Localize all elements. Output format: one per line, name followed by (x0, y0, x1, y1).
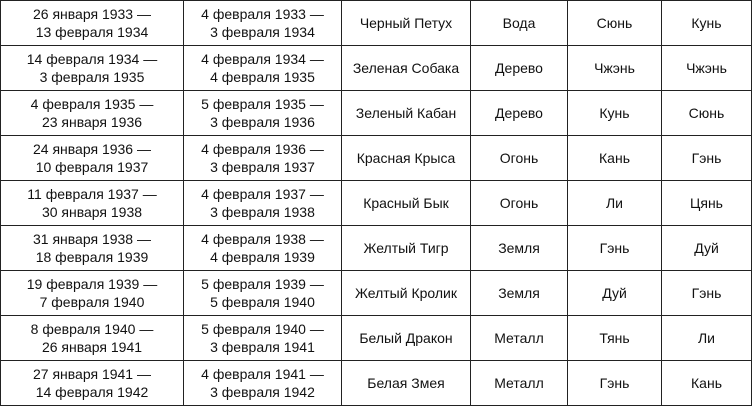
trigram-cell-2: Кань (662, 361, 752, 406)
solar-period-start: 4 февраля 1934 — (201, 51, 324, 67)
trigram-cell-2: Кунь (662, 1, 752, 46)
lunar-period-end: 14 февраля 1942 (35, 384, 149, 400)
element-cell: Земля (471, 226, 568, 271)
lunar-period-start: 11 февраля 1937 — (27, 186, 157, 202)
lunar-period-start: 24 января 1936 — (33, 141, 151, 157)
animal-cell: Черный Петух (342, 1, 471, 46)
lunar-period-start: 4 февраля 1935 — (30, 96, 154, 112)
solar-period-end: 3 февраля 1942 (210, 384, 315, 400)
solar-period-cell (184, 46, 342, 91)
solar-period-end: 3 февраля 1934 (210, 24, 315, 40)
lunar-period-cell (1, 316, 184, 361)
trigram-cell-2: Цянь (662, 181, 752, 226)
table-row (1, 361, 752, 406)
lunar-period-cell (1, 181, 184, 226)
animal-cell: Зеленый Кабан (342, 91, 471, 136)
animal-cell: Зеленая Собака (342, 46, 471, 91)
solar-period-end: 4 февраля 1939 (210, 249, 315, 265)
solar-period-cell (184, 181, 342, 226)
solar-period-start: 5 февраля 1935 — (201, 96, 324, 112)
solar-period-end: 5 февраля 1940 (210, 294, 315, 310)
lunar-period-start: 26 января 1933 — (33, 6, 151, 22)
solar-period-start: 4 февраля 1933 — (201, 6, 324, 22)
lunar-period-cell (1, 271, 184, 316)
solar-period-start: 4 февраля 1937 — (201, 186, 324, 202)
lunar-period-cell (1, 361, 184, 406)
trigram-cell-2: Чжэнь (662, 46, 752, 91)
table-row (1, 181, 752, 226)
trigram-cell-1: Гэнь (568, 361, 662, 406)
lunar-period-end: 10 февраля 1937 (35, 159, 149, 175)
trigram-cell-2: Дуй (662, 226, 752, 271)
trigram-cell-1: Тянь (568, 316, 662, 361)
solar-period-start: 4 февраля 1938 — (201, 231, 324, 247)
lunar-period-cell (1, 46, 184, 91)
solar-period-end: 3 февраля 1936 (210, 114, 315, 130)
table-row (1, 46, 752, 91)
lunar-period-start: 19 февраля 1939 — (26, 276, 158, 292)
lunar-period-end: 18 февраля 1939 (35, 249, 149, 265)
trigram-cell-1: Кань (568, 136, 662, 181)
lunar-period-start: 8 февраля 1940 — (30, 321, 154, 337)
solar-period-start: 5 февраля 1939 — (201, 276, 324, 292)
animal-cell: Красный Бык (342, 181, 471, 226)
element-cell: Огонь (471, 136, 568, 181)
table-row (1, 91, 752, 136)
solar-period-cell (184, 1, 342, 46)
lunar-period-end: 7 февраля 1940 (39, 294, 145, 310)
table-row (1, 136, 752, 181)
trigram-cell-2: Сюнь (662, 91, 752, 136)
solar-period-cell (184, 316, 342, 361)
trigram-cell-1: Дуй (568, 271, 662, 316)
table-body (1, 1, 752, 406)
lunar-period-start: 14 февраля 1934 — (26, 51, 158, 67)
table-row (1, 226, 752, 271)
solar-period-cell (184, 91, 342, 136)
solar-period-start: 4 февраля 1941 — (201, 366, 324, 382)
trigram-cell-2: Гэнь (662, 271, 752, 316)
solar-period-start: 5 февраля 1940 — (201, 321, 324, 337)
solar-period-cell (184, 136, 342, 181)
lunar-period-cell (1, 1, 184, 46)
table-row (1, 271, 752, 316)
animal-cell: Красная Крыса (342, 136, 471, 181)
table-row (1, 316, 752, 361)
trigram-cell-2: Ли (662, 316, 752, 361)
element-cell: Огонь (471, 181, 568, 226)
lunar-period-end: 13 февраля 1934 (35, 24, 149, 40)
element-cell: Вода (471, 1, 568, 46)
lunar-period-cell (1, 91, 184, 136)
element-cell: Земля (471, 271, 568, 316)
trigram-cell-1: Ли (568, 181, 662, 226)
trigram-cell-1: Гэнь (568, 226, 662, 271)
solar-period-start: 4 февраля 1936 — (201, 141, 324, 157)
trigram-cell-2: Гэнь (662, 136, 752, 181)
lunar-period-end: 23 января 1936 (41, 114, 143, 130)
solar-period-end: 3 февраля 1937 (210, 159, 315, 175)
solar-period-end: 3 февраля 1941 (210, 339, 315, 355)
lunar-period-start: 31 января 1938 — (33, 231, 151, 247)
solar-period-end: 3 февраля 1938 (210, 204, 315, 220)
animal-cell: Белый Дракон (342, 316, 471, 361)
trigram-cell-1: Кунь (568, 91, 662, 136)
trigram-cell-1: Сюнь (568, 1, 662, 46)
table-row (1, 1, 752, 46)
lunar-period-end: 3 февраля 1935 (39, 69, 145, 85)
element-cell: Металл (471, 361, 568, 406)
lunar-period-start: 27 января 1941 — (33, 366, 151, 382)
lunar-period-cell (1, 226, 184, 271)
solar-period-cell (184, 226, 342, 271)
element-cell: Дерево (471, 46, 568, 91)
solar-period-cell (184, 271, 342, 316)
lunar-period-cell (1, 136, 184, 181)
lunar-period-end: 26 января 1941 (41, 339, 143, 355)
animal-cell: Белая Змея (342, 361, 471, 406)
trigram-cell-1: Чжэнь (568, 46, 662, 91)
lunar-period-end: 30 января 1938 (41, 204, 143, 220)
element-cell: Металл (471, 316, 568, 361)
element-cell: Дерево (471, 91, 568, 136)
solar-period-cell (184, 361, 342, 406)
animal-cell: Желтый Тигр (342, 226, 471, 271)
solar-period-end: 4 февраля 1935 (210, 69, 315, 85)
animal-cell: Желтый Кролик (342, 271, 471, 316)
